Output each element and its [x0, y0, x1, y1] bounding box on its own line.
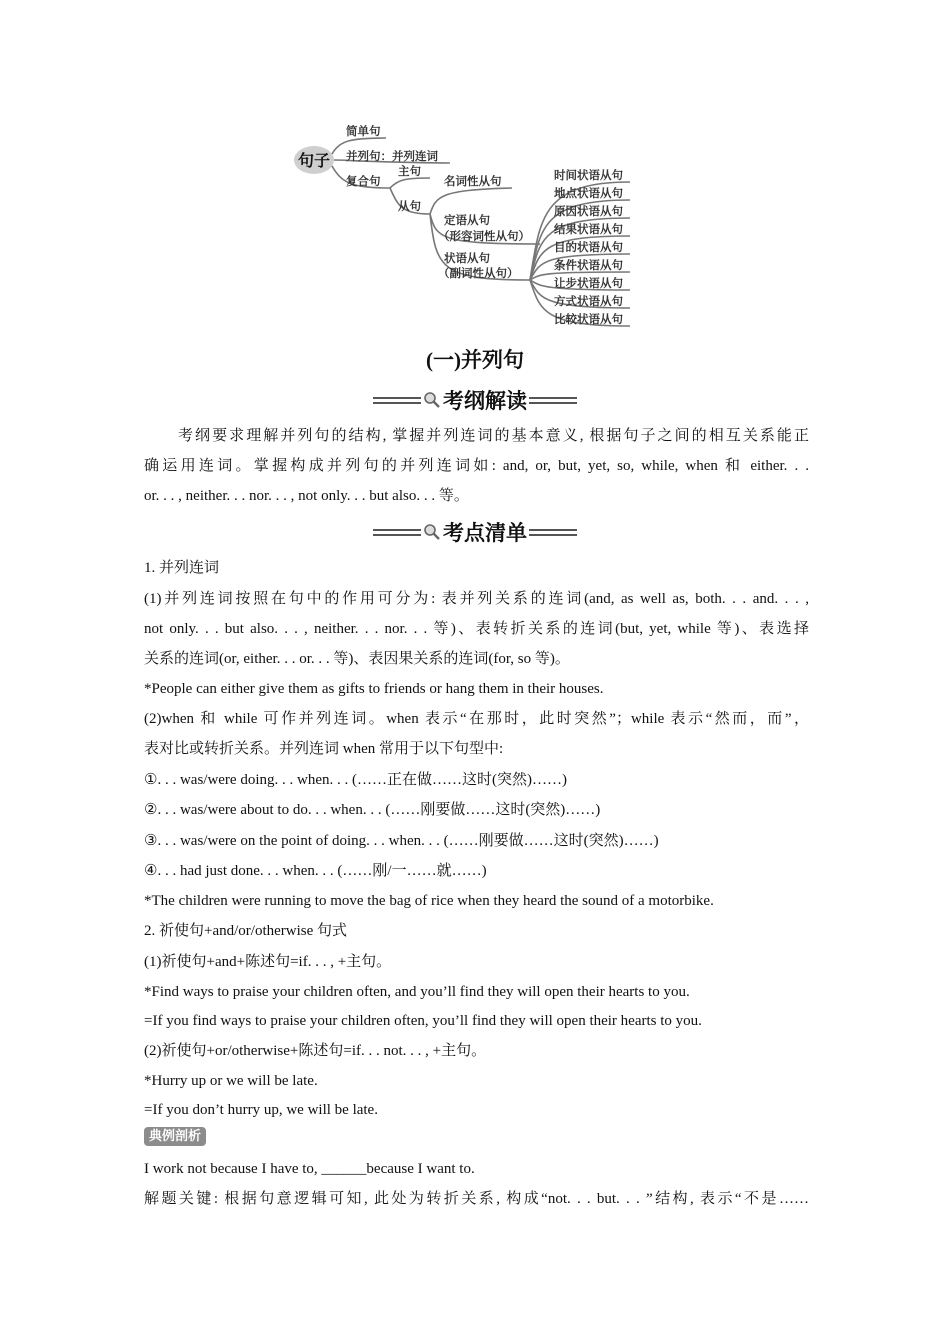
mindmap-compound: 并列句：并列连词: [346, 149, 438, 163]
body-line: not only. . . but also. . . , neither. . . nor. . . 等)、表转折关系的连词(but, yet, while 等)、表选择: [144, 621, 809, 637]
mindmap-attr-clause: 定语从句: [444, 213, 490, 227]
intro-line: 考纲要求理解并列句的结构, 掌握并列连词的基本意义, 根据句子之间的相互关系能正: [178, 428, 809, 444]
typical-example-badge: 典例剖析: [144, 1127, 206, 1146]
section-title: 考纲解读: [443, 389, 527, 413]
body-line: 表对比或转折关系。并列连词 when 常用于以下句型中:: [144, 741, 504, 757]
body-line: (2)祈使句+or/otherwise+陈述句=if. . . not. . . , +主句。: [144, 1043, 487, 1059]
mindmap-adv-type: 目的状语从句: [554, 240, 623, 254]
mindmap-noun-clause: 名词性从句: [444, 174, 502, 188]
body-line: (1)祈使句+and+陈述句=if. . . , +主句。: [144, 954, 392, 970]
mindmap-attr-clause-note: （形容词性从句）: [438, 229, 530, 243]
body-line: 2. 祈使句+and/or/otherwise 句式: [144, 923, 348, 939]
section-heading-outline: [0, 385, 950, 415]
magnifier-icon: [423, 391, 441, 409]
intro-line: 确运用连词。掌握构成并列句的并列连词如: and, or, but, yet, so, while, when 和 either. . .: [144, 458, 809, 474]
body-line: 关系的连词(or, either. . . or. . . 等)、表因果关系的连词(for, so 等)。: [144, 651, 570, 667]
decor-bars: [529, 529, 577, 536]
question-line: I work not because I have to, ______because I want to.: [144, 1161, 475, 1177]
mindmap-adv-type: 方式状语从句: [554, 294, 623, 308]
sentence-mindmap: [290, 118, 650, 333]
pattern-item: ②. . . was/were about to do. . . when. . . (……刚要做……这时(突然)……): [144, 802, 601, 818]
body-line: 1. 并列连词: [144, 560, 220, 576]
example-sentence: =If you don’t hurry up, we will be late.: [144, 1102, 378, 1118]
decor-bars: [373, 397, 421, 404]
section-title: 考点清单: [443, 521, 527, 545]
mindmap-complex: 复合句: [346, 174, 381, 188]
intro-line: or. . . , neither. . . nor. . . , not only. . . but also. . . 等。: [144, 488, 469, 504]
page-title: (一)并列句: [426, 348, 524, 372]
answer-key-line: 解题关键: 根据句意逻辑可知, 此处为转折关系, 构成“not. . . but. . . ”结构, 表示“不是……: [144, 1191, 809, 1207]
example-sentence: *Find ways to praise your children often, and you’ll find they will open their hearts to you.: [144, 984, 690, 1000]
pattern-item: ③. . . was/were on the point of doing. . . when. . . (……刚要做……这时(突然)……): [144, 833, 659, 849]
example-sentence: *The children were running to move the bag of rice when they heard the sound of a motorbike.: [144, 893, 714, 909]
mindmap-adv-type: 条件状语从句: [554, 258, 623, 272]
mindmap-adv-type: 地点状语从句: [554, 186, 623, 200]
pattern-item: ④. . . had just done. . . when. . . (……刚/一……就……): [144, 863, 487, 879]
pattern-item: ①. . . was/were doing. . . when. . . (……正在做……这时(突然)……): [144, 772, 567, 788]
magnifier-icon: [423, 523, 441, 541]
decor-bars: [373, 529, 421, 536]
example-sentence: =If you find ways to praise your children often, you’ll find they will open their hearts to you.: [144, 1013, 702, 1029]
example-sentence: *Hurry up or we will be late.: [144, 1073, 318, 1089]
mindmap-adv-type: 比较状语从句: [554, 312, 623, 326]
mindmap-adv-type: 时间状语从句: [554, 168, 623, 182]
mindmap-adv-type: 结果状语从句: [554, 222, 623, 236]
mindmap-root: 句子: [298, 151, 331, 170]
mindmap-sub-clause: 从句: [398, 199, 421, 213]
mindmap-adv-clause: 状语从句: [444, 251, 490, 265]
body-line: (2)when 和 while 可作并列连词。when 表示“在那时，此时突然”；while 表示“然而，而”，: [144, 711, 809, 727]
example-sentence: *People can either give them as gifts to friends or hang them in their houses.: [144, 681, 604, 697]
decor-bars: [529, 397, 577, 404]
mindmap-adv-clause-note: （副词性从句）: [438, 266, 519, 280]
mindmap-adv-type: 原因状语从句: [554, 204, 623, 218]
mindmap-main-clause: 主句: [398, 164, 421, 178]
mindmap-simple: 简单句: [346, 124, 381, 138]
body-line: (1)并列连词按照在句中的作用可分为: 表并列关系的连词(and, as well as, both. . . and. . . ,: [144, 591, 809, 607]
mindmap-adv-type: 让步状语从句: [554, 276, 623, 290]
section-heading-points: [0, 517, 950, 547]
